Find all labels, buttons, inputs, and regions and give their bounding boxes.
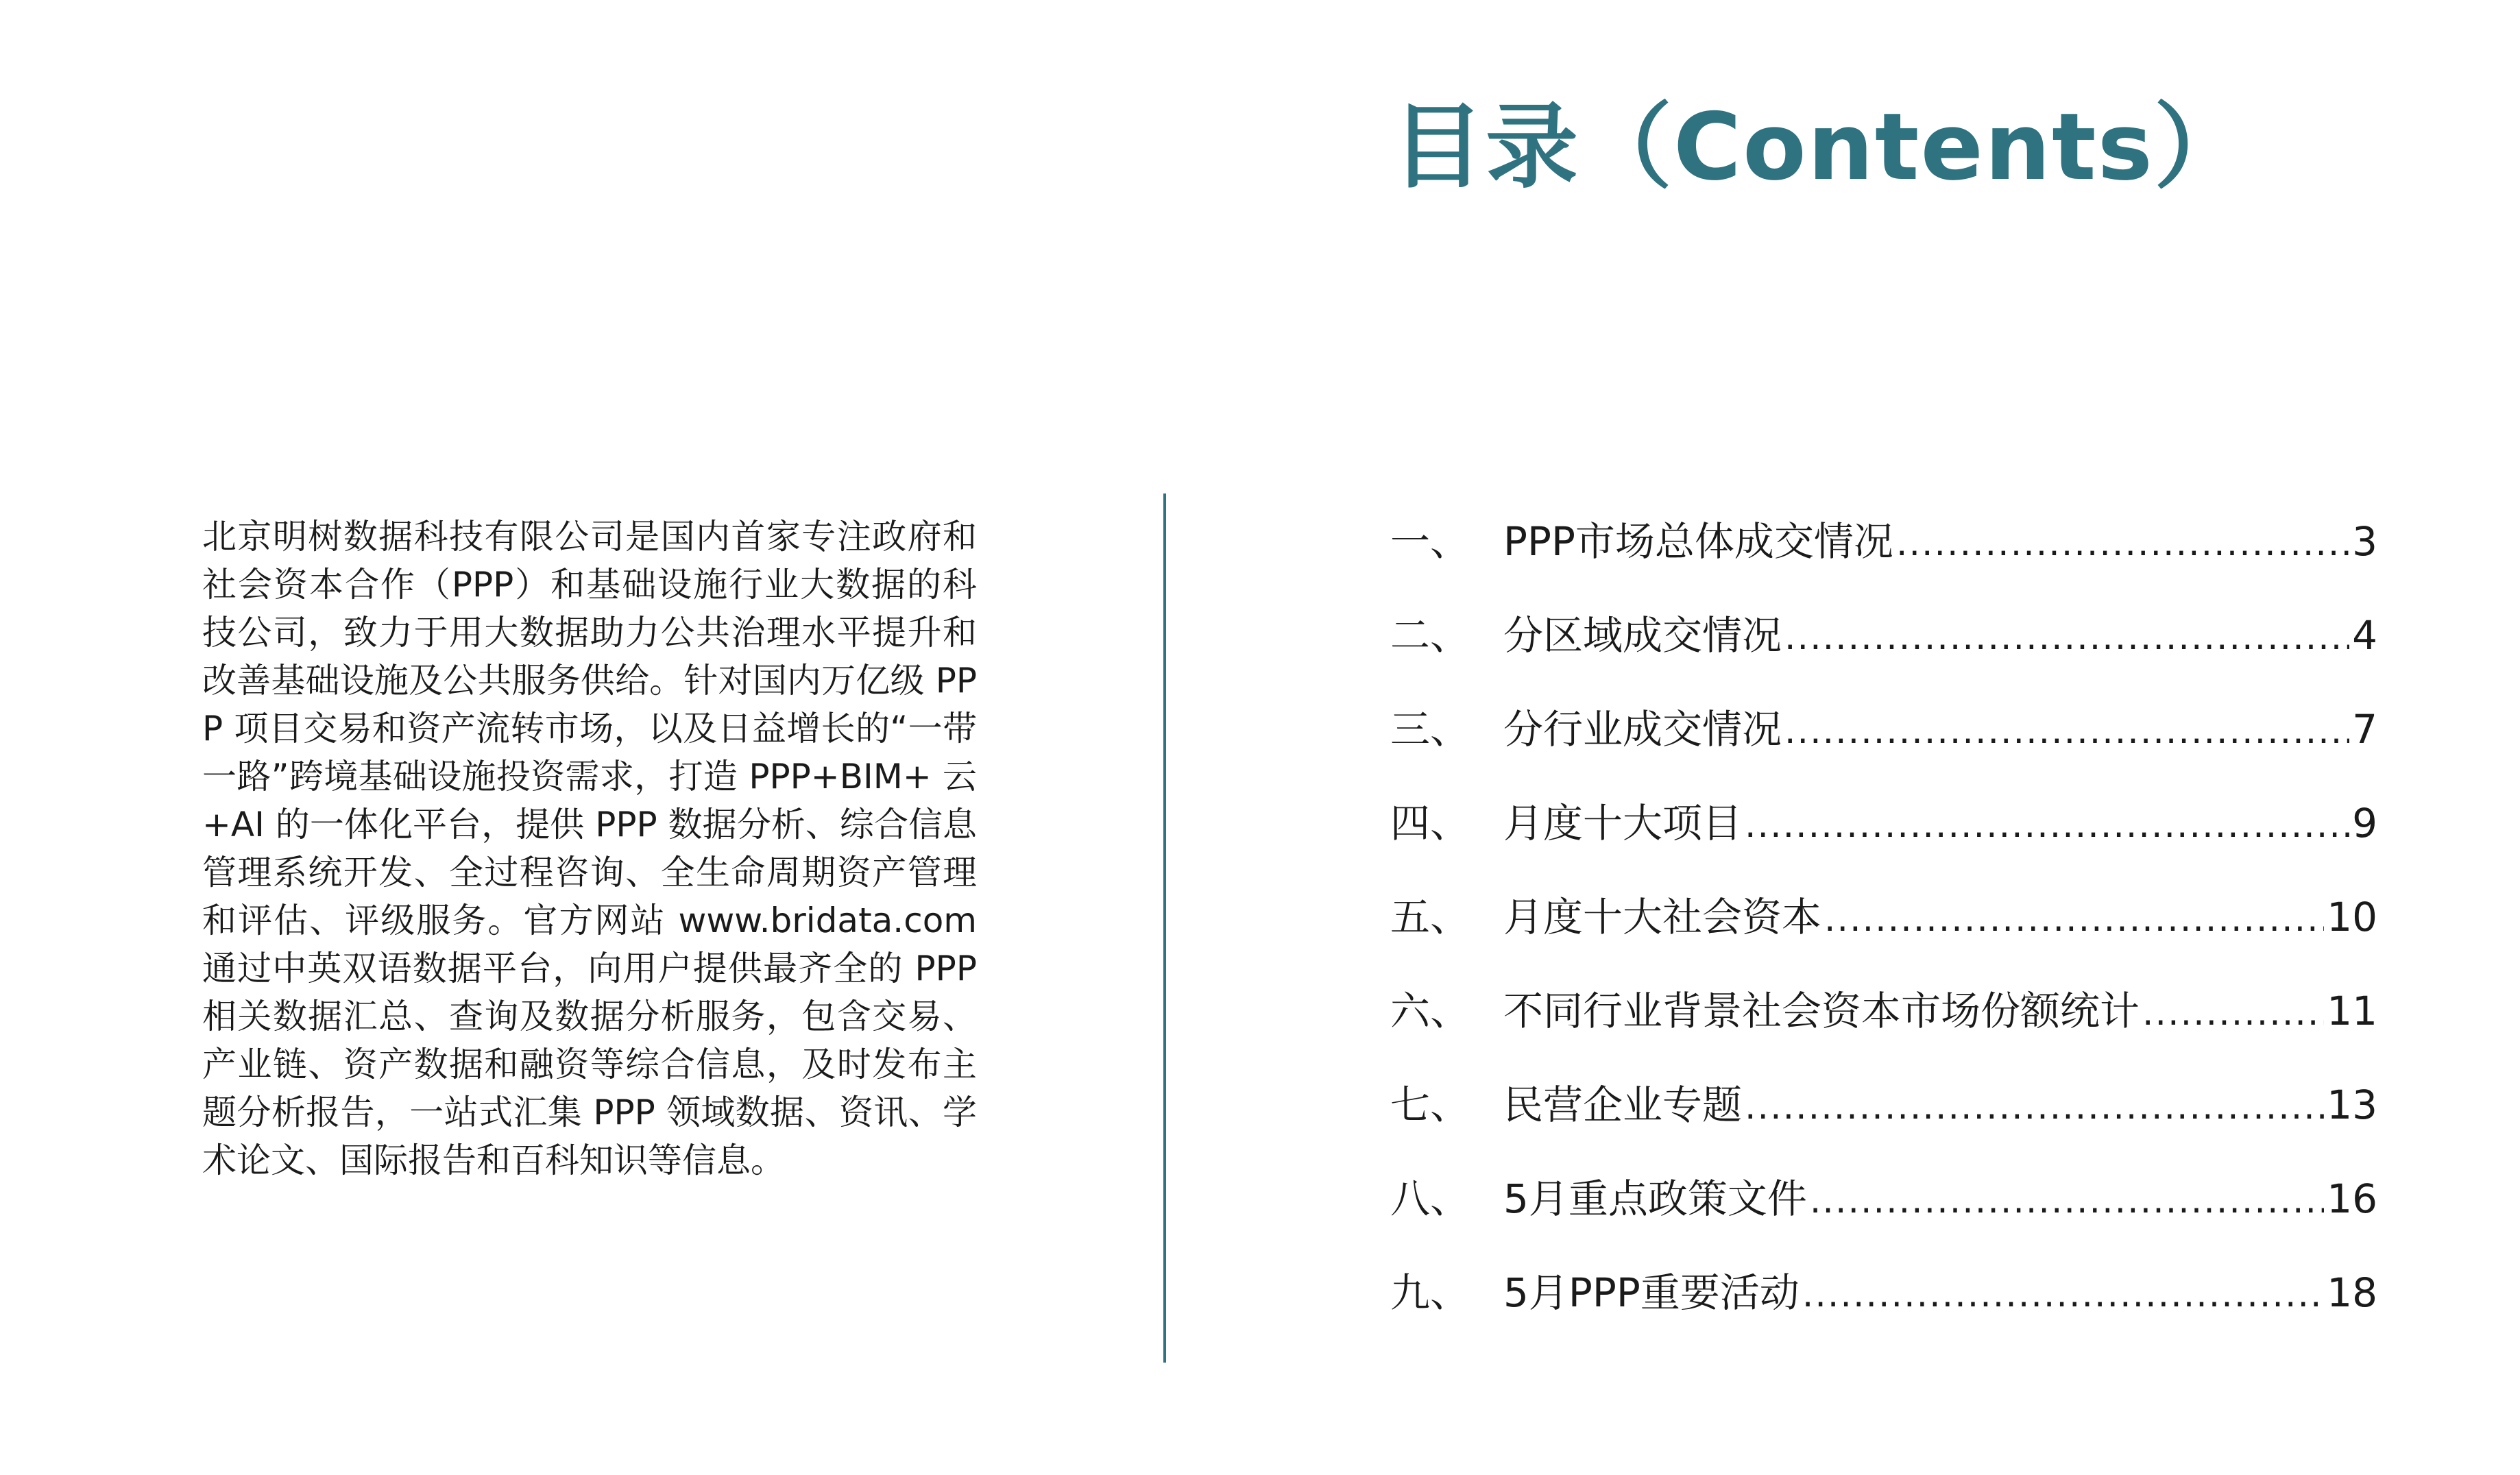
toc-entry-page: 10	[2327, 894, 2377, 940]
toc-entry[interactable]	[1390, 1265, 2377, 1359]
toc-entry[interactable]	[1390, 984, 2377, 1077]
toc-entry-number: 七、	[1390, 1082, 1470, 1128]
toc-leader-dots	[1896, 516, 2349, 571]
toc-entry-page: 11	[2327, 988, 2377, 1034]
toc-entry-number: 四、	[1390, 800, 1470, 846]
toc-entry-page: 18	[2327, 1269, 2377, 1316]
toc-entry-number: 二、	[1390, 612, 1470, 659]
toc-entry-page: 9	[2352, 800, 2377, 846]
toc-entry-number: 六、	[1390, 988, 1470, 1034]
page-title: 目录（Contents）	[1392, 93, 2249, 201]
toc-entry-number: 八、	[1390, 1175, 1470, 1222]
toc-leader-dots	[1745, 798, 2349, 853]
toc-entry[interactable]	[1390, 702, 2377, 796]
toc-entry-title: 5月重点政策文件	[1503, 1175, 1807, 1222]
vertical-divider	[1163, 493, 1166, 1363]
toc-entry-title: 分行业成交情况	[1503, 706, 1782, 753]
toc-entry-title: 5月PPP重要活动	[1503, 1269, 1800, 1316]
toc-entry-title: 分区域成交情况	[1503, 612, 1782, 659]
toc-entry[interactable]	[1390, 514, 2377, 608]
toc-entry-number: 五、	[1390, 894, 1470, 940]
toc-entry-page: 4	[2352, 612, 2377, 659]
company-introduction: 北京明树数据科技有限公司是国内首家专注政府和社会资本合作（PPP）和基础设施行业大数据的科技公司，致力于用大数据助力公共治理水平提升和改善基础设施及公共服务供给。针对国内万亿级 PPP 项目交易和资产流转市场，以及日益增长的“一带一路”跨境基础设施投资需求，打造 PPP+BIM+ 云 +AI 的一体化平台，提供 PPP 数据分析、综合信息管理系统开发、全过程咨询、全生命周期资产管理和评估、评级服务。官方网站 www.bridata.com 通过中英双语数据平台，向用户提供最齐全的 PPP 相关数据汇总、查询及数据分析服务，包含交易、产业链、资产数据和融资等综合信息，及时发布主题分析报告，一站式汇集 PPP 领域数据、资讯、学术论文、国际报告和百科知识等信息。	[202, 517, 977, 1180]
toc-entry-title: 民营企业专题	[1503, 1082, 1743, 1128]
toc-entry-page: 7	[2352, 706, 2377, 753]
toc-leader-dots	[1745, 1080, 2324, 1134]
toc-entry[interactable]	[1390, 796, 2377, 890]
toc-leader-dots	[1802, 1267, 2324, 1322]
toc-entry[interactable]	[1390, 608, 2377, 702]
toc-entry-page: 16	[2327, 1175, 2377, 1222]
toc-entry-title: 月度十大社会资本	[1503, 894, 1822, 940]
toc-entry[interactable]	[1390, 1077, 2377, 1171]
toc-entry-title: 月度十大项目	[1503, 800, 1743, 846]
toc-entry[interactable]	[1390, 890, 2377, 984]
toc-leader-dots	[1784, 704, 2349, 759]
toc-entry-title: PPP市场总体成交情况	[1503, 518, 1893, 565]
toc-entry[interactable]	[1390, 1171, 2377, 1265]
toc-entry-title: 不同行业背景社会资本市场份额统计	[1503, 988, 2140, 1034]
toc-entry-page: 3	[2352, 518, 2377, 565]
table-of-contents	[1390, 514, 2377, 1359]
toc-leader-dots	[2142, 986, 2324, 1040]
toc-entry-number: 一、	[1390, 518, 1470, 565]
toc-leader-dots	[1784, 610, 2349, 665]
toc-entry-number: 九、	[1390, 1269, 1470, 1316]
toc-leader-dots	[1810, 1173, 2324, 1228]
toc-entry-page: 13	[2327, 1082, 2377, 1128]
toc-leader-dots	[1824, 892, 2324, 947]
toc-entry-number: 三、	[1390, 706, 1470, 753]
